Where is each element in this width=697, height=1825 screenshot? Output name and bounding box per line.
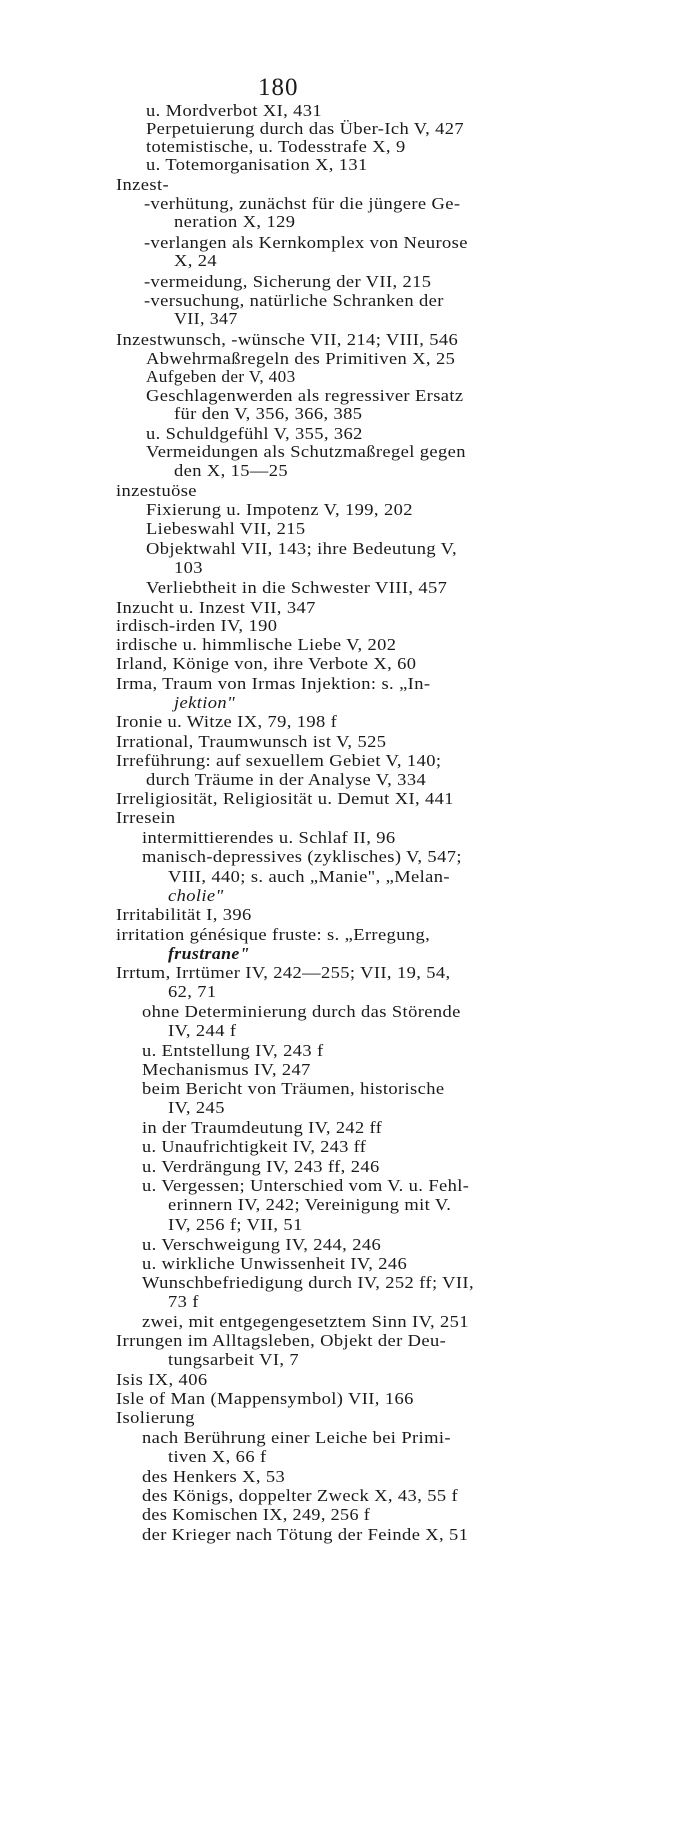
index-line: durch Träume in der Analyse V, 334 — [146, 770, 427, 789]
index-line: frustrane" — [168, 944, 250, 963]
index-line: Inzestwunsch, -wünsche VII, 214; VIII, 546 — [116, 330, 459, 349]
index-line: 73 f — [168, 1292, 199, 1311]
index-line: Mechanismus IV, 247 — [142, 1060, 311, 1079]
index-line: Verliebtheit in die Schwester VIII, 457 — [146, 578, 448, 597]
index-line: Irrational, Traumwunsch ist V, 525 — [116, 732, 387, 751]
index-line: -vermeidung, Sicherung der VII, 215 — [144, 272, 432, 291]
index-line: zwei, mit entgegengesetztem Sinn IV, 251 — [142, 1312, 469, 1331]
index-line: irdisch-irden IV, 190 — [116, 616, 278, 635]
index-line: Irrtum, Irrtümer IV, 242—255; VII, 19, 54, — [116, 963, 451, 982]
index-line: Inzucht u. Inzest VII, 347 — [116, 598, 316, 617]
index-line: -versuchung, natürliche Schranken der — [144, 291, 444, 310]
index-line: inzestuöse — [116, 481, 197, 500]
index-line: irritation génésique fruste: s. „Erregung, — [116, 925, 431, 944]
index-line: Irreligiosität, Religiosität u. Demut XI, 441 — [116, 789, 454, 808]
index-line: Wunschbefriedigung durch IV, 252 ff; VII, — [142, 1273, 474, 1292]
index-line: irdische u. himmlische Liebe V, 202 — [116, 635, 397, 654]
index-line: u. Verschweigung IV, 244, 246 — [142, 1235, 382, 1254]
index-line: Irresein — [116, 808, 176, 827]
index-line: in der Traumdeutung IV, 242 ff — [142, 1118, 383, 1137]
index-line: 62, 71 — [168, 982, 217, 1001]
index-line: totemistische, u. Todesstrafe X, 9 — [146, 137, 406, 156]
index-line: -verlangen als Kernkomplex von Neurose — [144, 233, 468, 252]
index-line: Irrungen im Alltagsleben, Objekt der Deu- — [116, 1331, 447, 1350]
index-line: Objektwahl VII, 143; ihre Bedeutung V, — [146, 539, 458, 558]
index-line: Isolierung — [116, 1408, 195, 1427]
index-line: Inzest- — [116, 175, 170, 194]
index-line: u. Entstellung IV, 243 f — [142, 1041, 324, 1060]
index-line: Irland, Könige von, ihre Verbote X, 60 — [116, 654, 417, 673]
index-line: u. Unaufrichtigkeit IV, 243 ff — [142, 1137, 367, 1156]
index-line: der Krieger nach Tötung der Feinde X, 51 — [142, 1525, 469, 1544]
index-line: für den V, 356, 366, 385 — [174, 404, 363, 423]
index-line: Isle of Man (Mappensymbol) VII, 166 — [116, 1389, 414, 1408]
index-line: X, 24 — [174, 251, 218, 270]
index-line: nach Berührung einer Leiche bei Primi- — [142, 1428, 451, 1447]
index-line: u. Verdrängung IV, 243 ff, 246 — [142, 1157, 380, 1176]
index-line: Fixierung u. Impotenz V, 199, 202 — [146, 500, 413, 519]
index-line: ohne Determinierung durch das Störende — [142, 1002, 461, 1021]
index-line: erinnern IV, 242; Vereinigung mit V. — [168, 1195, 452, 1214]
index-line: neration X, 129 — [174, 212, 296, 231]
index-line: Geschlagenwerden als regressiver Ersatz — [146, 386, 464, 405]
index-line: jektion" — [174, 693, 236, 712]
index-line: -verhütung, zunächst für die jüngere Ge- — [144, 194, 461, 213]
index-line: beim Bericht von Träumen, historische — [142, 1079, 445, 1098]
index-line: des Königs, doppelter Zweck X, 43, 55 f — [142, 1486, 459, 1505]
index-line: Irma, Traum von Irmas Injektion: s. „In- — [116, 674, 431, 693]
index-line: 103 — [174, 558, 203, 577]
index-line: Abwehrmaßregeln des Primitiven X, 25 — [146, 349, 456, 368]
index-line: Liebeswahl VII, 215 — [146, 519, 306, 538]
index-line: VIII, 440; s. auch „Manie", „Melan- — [168, 867, 450, 886]
index-line: u. Mordverbot XI, 431 — [146, 101, 323, 120]
page-number: 180 — [258, 74, 299, 101]
index-line: den X, 15—25 — [174, 461, 289, 480]
index-line: Irritabilität I, 396 — [116, 905, 252, 924]
index-line: Vermeidungen als Schutzmaßregel gegen — [146, 442, 466, 461]
index-line: Ironie u. Witze IX, 79, 198 f — [116, 712, 338, 731]
index-line: IV, 244 f — [168, 1021, 237, 1040]
index-line: manisch-depressives (zyklisches) V, 547; — [142, 847, 462, 866]
index-line: Isis IX, 406 — [116, 1370, 208, 1389]
index-line: cholie" — [168, 886, 224, 905]
index-line: u. wirkliche Unwissenheit IV, 246 — [142, 1254, 408, 1273]
index-line: des Komischen IX, 249, 256 f — [142, 1505, 371, 1524]
index-line: IV, 245 — [168, 1098, 225, 1117]
index-line: VII, 347 — [174, 309, 238, 328]
index-line: u. Totemorganisation X, 131 — [146, 155, 368, 174]
index-line: tiven X, 66 f — [168, 1447, 267, 1466]
index-line: des Henkers X, 53 — [142, 1467, 286, 1486]
index-line: tungsarbeit VI, 7 — [168, 1350, 300, 1369]
index-line: Irreführung: auf sexuellem Gebiet V, 140; — [116, 751, 442, 770]
index-line: intermittierendes u. Schlaf II, 96 — [142, 828, 396, 847]
index-line: u. Vergessen; Unterschied vom V. u. Fehl- — [142, 1176, 470, 1195]
index-line: u. Schuldgefühl V, 355, 362 — [146, 424, 363, 443]
index-line: Perpetuierung durch das Über-Ich V, 427 — [146, 119, 465, 138]
index-line: IV, 256 f; VII, 51 — [168, 1215, 303, 1234]
index-line: Aufgeben der V, 403 — [146, 367, 296, 386]
